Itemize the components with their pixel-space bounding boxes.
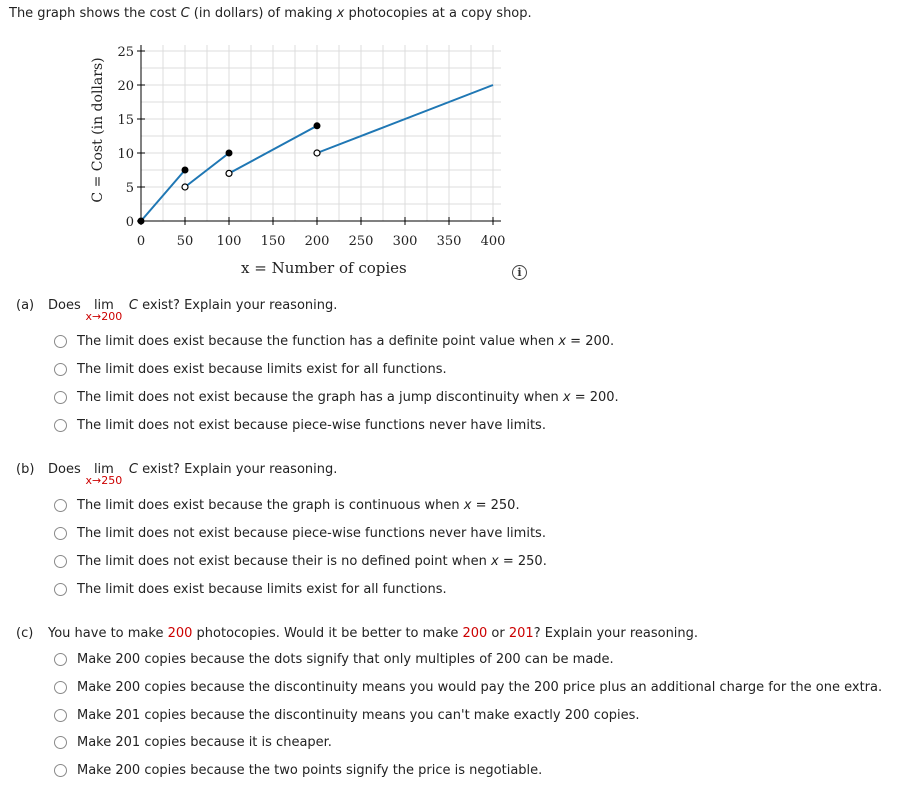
y-tick-label: 0 bbox=[125, 215, 134, 230]
y-axis-label: C = Cost (in dollars) bbox=[90, 57, 106, 203]
radio-button[interactable] bbox=[54, 391, 67, 404]
option-text: The limit does not exist because the graph has a jump discontinuity when x = 200. bbox=[77, 390, 619, 405]
problem-statement: The graph shows the cost C (in dollars) of making x photocopies at a copy shop. bbox=[9, 6, 532, 21]
does-label: Does bbox=[48, 298, 81, 313]
option-text: The limit does not exist because their is no defined point when x = 250. bbox=[77, 554, 547, 569]
part-c-option-3[interactable] bbox=[54, 708, 640, 723]
radio-button[interactable] bbox=[54, 419, 67, 432]
part-c-option-5[interactable] bbox=[54, 763, 542, 778]
part-a-letter: (a) bbox=[16, 298, 35, 313]
x-tick-label: 0 bbox=[136, 234, 146, 249]
x-tick-label: 400 bbox=[480, 234, 506, 249]
part-b-option-4[interactable] bbox=[54, 582, 447, 597]
closed-point bbox=[182, 167, 189, 174]
y-tick-label: 15 bbox=[117, 113, 134, 128]
x-tick-label: 200 bbox=[304, 234, 330, 249]
closed-point bbox=[138, 218, 145, 225]
x-tick-label: 350 bbox=[436, 234, 462, 249]
x-tick-label: 150 bbox=[260, 234, 286, 249]
limit-expression: lim x→250 bbox=[85, 462, 123, 487]
part-a-option-1[interactable] bbox=[54, 334, 614, 349]
y-tick-label: 5 bbox=[125, 181, 134, 196]
radio-button[interactable] bbox=[54, 583, 67, 596]
radio-button[interactable] bbox=[54, 527, 67, 540]
part-a-option-3[interactable] bbox=[54, 390, 619, 405]
y-tick-label: 10 bbox=[117, 147, 134, 162]
x-axis-label: x = Number of copies bbox=[241, 259, 407, 277]
radio-button[interactable] bbox=[54, 736, 67, 749]
option-text: Make 201 copies because the discontinuity means you can't make exactly 200 copies. bbox=[77, 707, 640, 723]
radio-button[interactable] bbox=[54, 709, 67, 722]
part-c-option-1[interactable] bbox=[54, 652, 614, 667]
y-tick-label: 25 bbox=[117, 45, 134, 60]
open-point bbox=[182, 184, 188, 190]
cost-graph bbox=[0, 0, 910, 300]
radio-button[interactable] bbox=[54, 555, 67, 568]
part-b-option-3[interactable] bbox=[54, 554, 547, 569]
limit-expression: lim x→200 bbox=[85, 298, 123, 323]
part-a-option-2[interactable] bbox=[54, 362, 447, 377]
part-b-option-2[interactable] bbox=[54, 526, 546, 541]
info-icon[interactable]: i bbox=[512, 265, 527, 280]
x-tick-label: 100 bbox=[216, 234, 242, 249]
option-text: The limit does exist because the graph is continuous when x = 250. bbox=[77, 498, 520, 513]
option-text: The limit does exist because the function has a definite point value when x = 200. bbox=[77, 334, 615, 349]
part-b-option-1[interactable] bbox=[54, 498, 520, 513]
radio-button[interactable] bbox=[54, 363, 67, 376]
open-point bbox=[314, 150, 320, 156]
open-point bbox=[226, 170, 232, 176]
radio-button[interactable] bbox=[54, 335, 67, 348]
part-c-option-2[interactable] bbox=[54, 680, 882, 695]
part-c-option-4[interactable] bbox=[54, 735, 332, 750]
radio-button[interactable] bbox=[54, 499, 67, 512]
does-label: Does bbox=[48, 462, 81, 477]
x-tick-label: 50 bbox=[176, 234, 194, 249]
part-b-letter: (b) bbox=[16, 462, 35, 477]
option-text: The limit does not exist because piece-wise functions never have limits. bbox=[77, 526, 546, 541]
radio-button[interactable] bbox=[54, 764, 67, 777]
closed-point bbox=[314, 122, 321, 129]
option-text: Make 200 copies because the dots signify that only multiples of 200 can be made. bbox=[77, 652, 614, 667]
x-tick-label: 250 bbox=[348, 234, 374, 249]
radio-button[interactable] bbox=[54, 681, 67, 694]
part-a-option-4[interactable] bbox=[54, 418, 546, 433]
part-c-letter: (c) bbox=[16, 626, 34, 641]
y-tick-label: 20 bbox=[117, 79, 134, 94]
option-text: The limit does exist because limits exist for all functions. bbox=[77, 362, 447, 377]
option-text: The limit does exist because limits exist for all functions. bbox=[77, 582, 447, 597]
option-text: Make 200 copies because the two points signify the price is negotiable. bbox=[77, 763, 543, 778]
x-tick-label: 300 bbox=[392, 234, 418, 249]
option-text: The limit does not exist because piece-wise functions never have limits. bbox=[77, 418, 546, 433]
radio-button[interactable] bbox=[54, 653, 67, 666]
option-text: Make 201 copies because it is cheaper. bbox=[77, 735, 332, 751]
closed-point bbox=[226, 150, 233, 157]
option-text: Make 200 copies because the discontinuity means you would pay the 200 price plus an additional charge for the one extra. bbox=[77, 679, 883, 695]
